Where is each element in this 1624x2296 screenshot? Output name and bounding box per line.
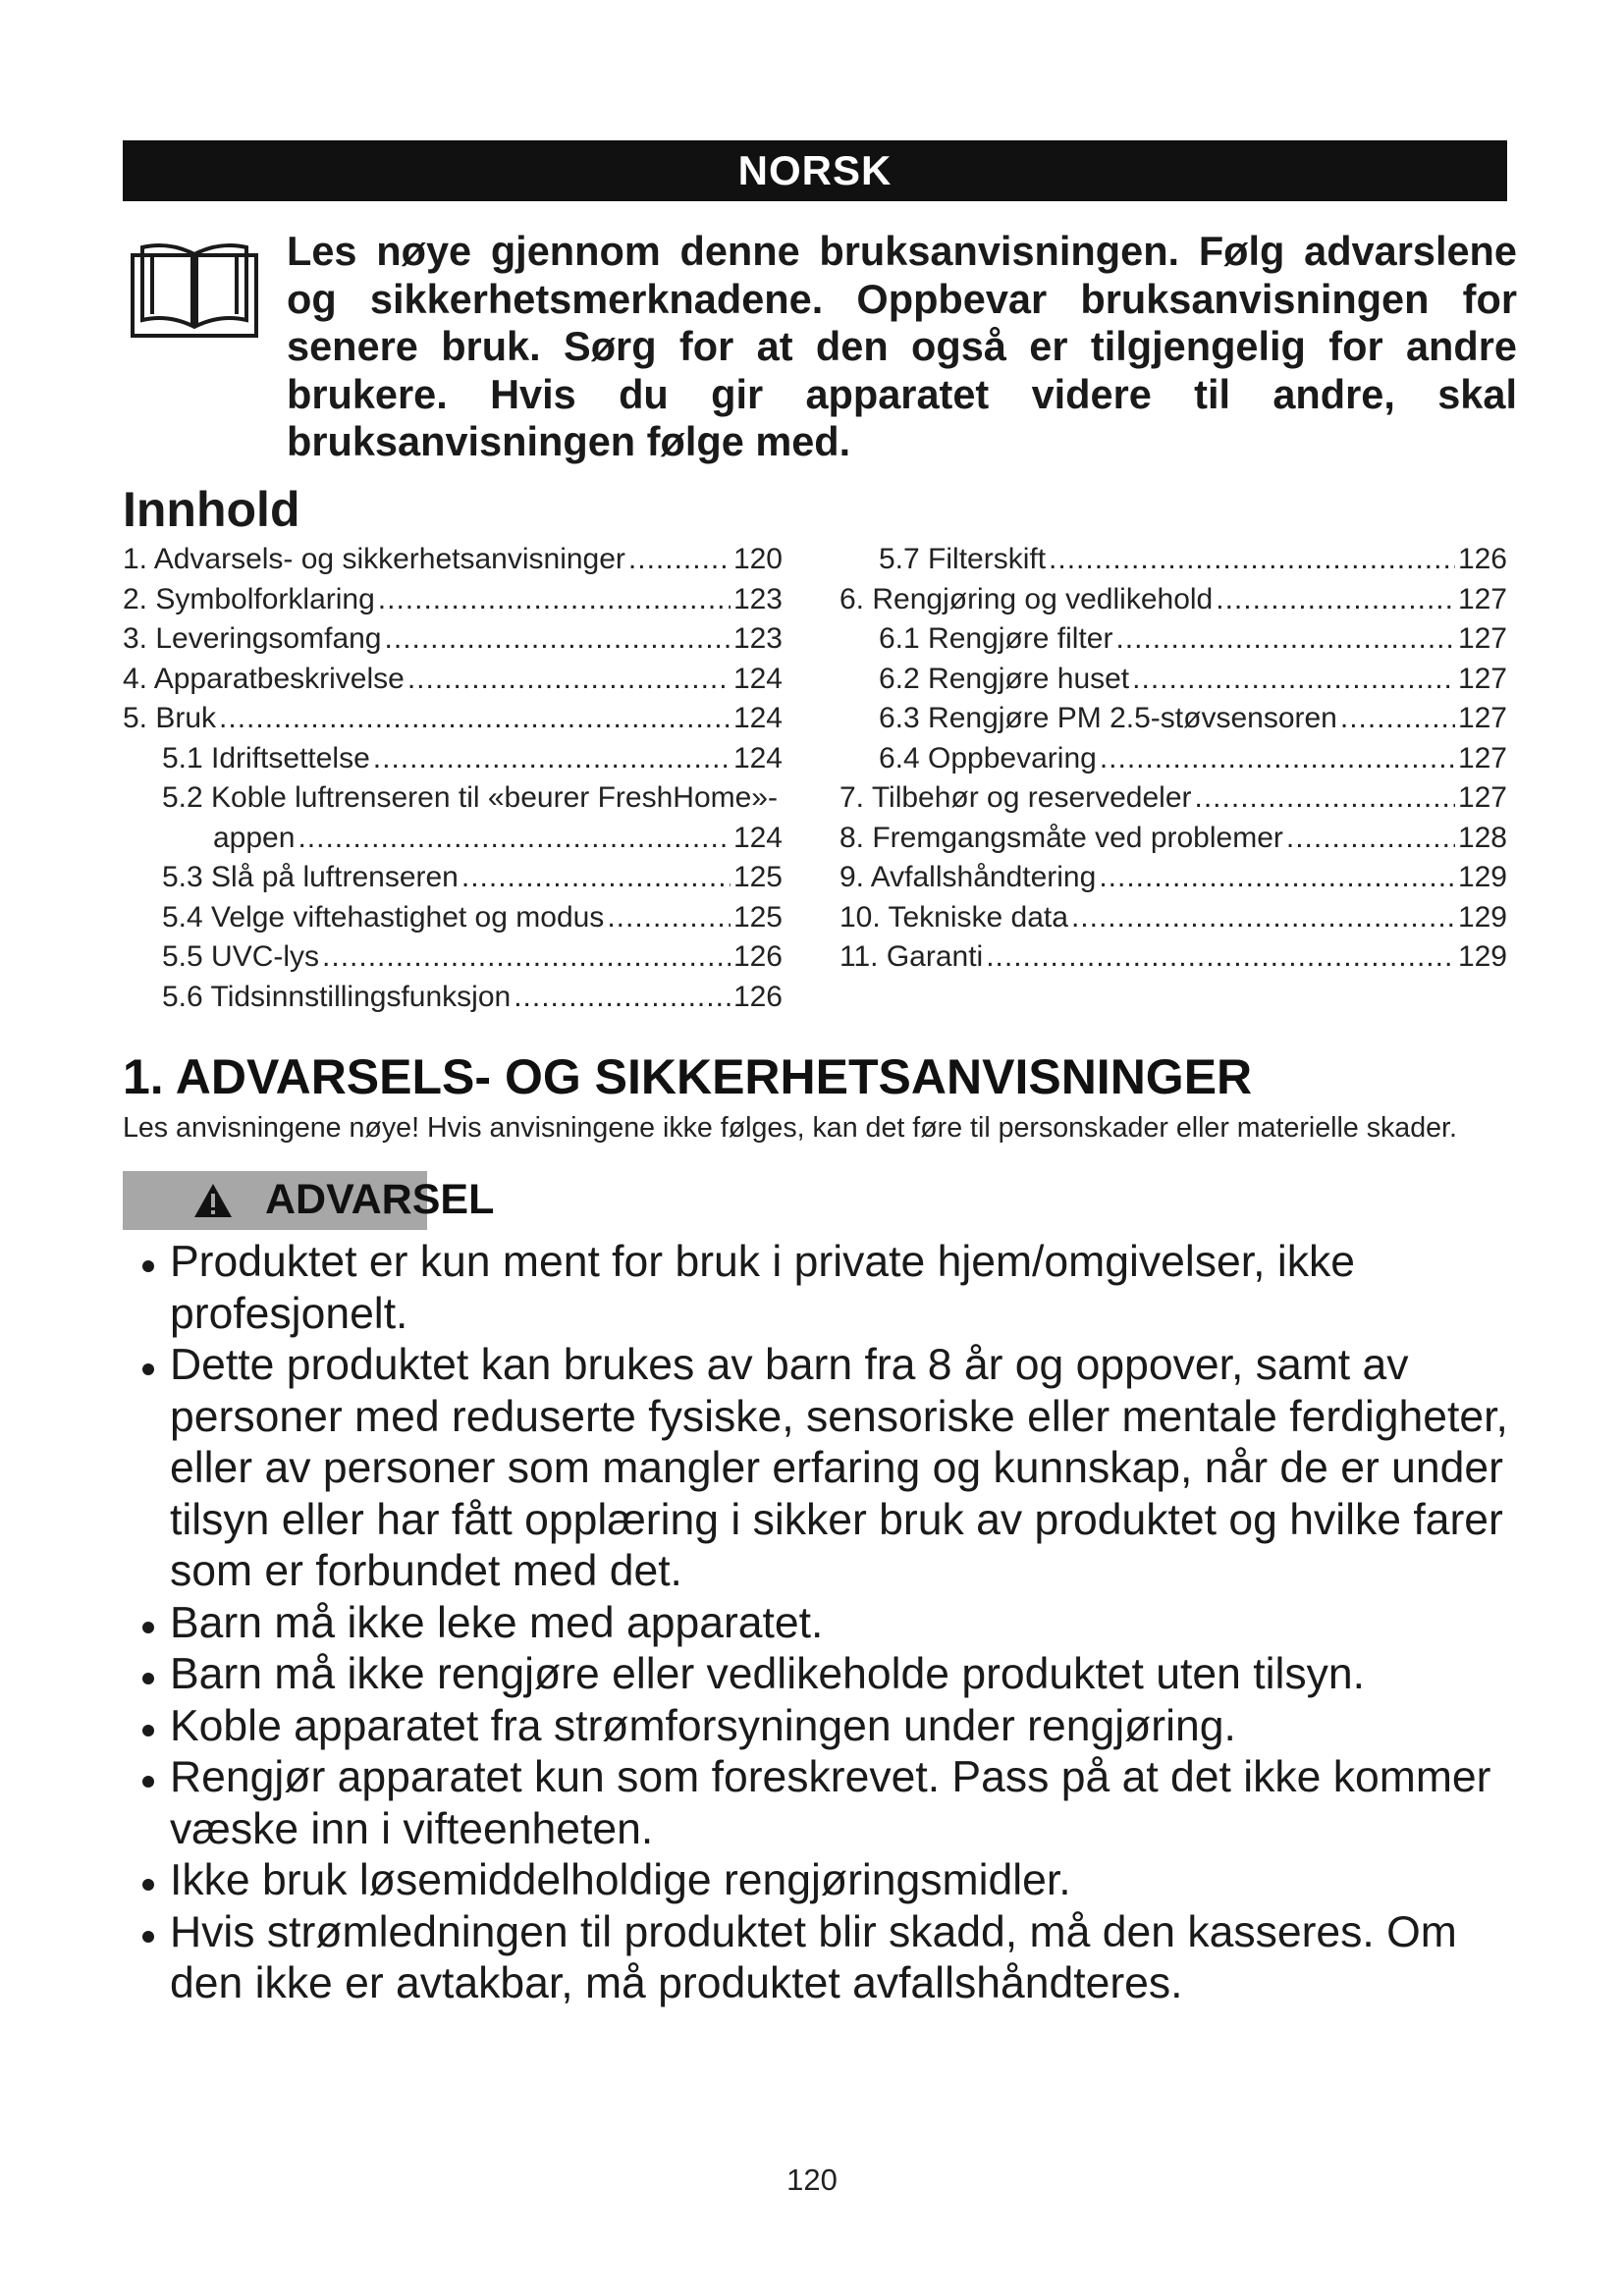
warning-triangle-icon <box>193 1183 233 1218</box>
toc-entry[interactable]: 6. Rengjøring og vedlikehold ..... 127 <box>839 580 1507 620</box>
warning-label: ADVARSEL <box>265 1176 495 1223</box>
toc-entry[interactable]: 9. Avfallshåndtering ..... 129 <box>839 858 1507 898</box>
list-item: Barn må ikke leke med apparatet. <box>142 1598 1517 1650</box>
toc-entry[interactable]: 6.2 Rengjøre huset ..... 127 <box>839 660 1507 700</box>
list-item: Dette produktet kan brukes av barn fra 8 år og oppover, samt av personer med reduserte fysiske, sensoriske eller mentale ferdigheter, eller av personer som mangler erfaring og kunnskap, når de er under tilsyn eller har fått opplæring i sikker bruk av produktet og hvilke farer som er forbundet med det. <box>142 1340 1517 1598</box>
list-item: Rengjør apparatet kun som foreskrevet. Pass på at det ikke kommer væske inn i vifteenheten. <box>142 1752 1517 1855</box>
language-header <box>123 140 1507 201</box>
toc-entry[interactable]: 4. Apparatbeskrivelse ..... 124 <box>123 660 783 700</box>
list-item: Ikke bruk løsemiddelholdige rengjøringsmidler. <box>142 1855 1517 1907</box>
toc-left-column <box>123 540 783 1017</box>
list-item: Produktet er kun ment for bruk i private hjem/omgivelser, ikke profesjonelt. <box>142 1237 1517 1340</box>
toc-entry[interactable]: 6.1 Rengjøre filter ..... 127 <box>839 619 1507 660</box>
toc-entry[interactable]: 8. Fremgangsmåte ved problemer ..... 128 <box>839 819 1507 859</box>
warning-list <box>142 1237 1517 2010</box>
book-icon <box>131 236 258 338</box>
language-label: NORSK <box>737 147 893 193</box>
toc-entry[interactable]: 5.5 UVC-lys ..... 126 <box>123 937 783 978</box>
toc-entry[interactable]: 5.6 Tidsinnstillingsfunksjon ..... 126 <box>123 978 783 1018</box>
toc-entry[interactable]: 10. Tekniske data ..... 129 <box>839 898 1507 938</box>
toc-entry[interactable]: 11. Garanti ..... 129 <box>839 937 1507 978</box>
warning-heading <box>193 1176 494 1224</box>
toc-entry[interactable]: 5.4 Velge viftehastighet og modus ..... 125 <box>123 898 783 938</box>
list-item: Hvis strømledningen til produktet blir skadd, må den kasseres. Om den ikke er avtakbar, må produktet avfallshåndteres. <box>142 1907 1517 2010</box>
toc-entry[interactable]: 5.1 Idriftsettelse ..... 124 <box>123 739 783 779</box>
toc-right-column <box>839 540 1507 978</box>
toc-entry[interactable]: 5.3 Slå på luftrenseren ..... 125 <box>123 858 783 898</box>
section-title: 1. ADVARSELS- OG SIKKERHETSANVISNINGER <box>123 1049 1253 1104</box>
section-subtitle: Les anvisningene nøye! Hvis anvisningene ikke følges, kan det føre til personskader eller materielle skader. <box>123 1112 1457 1144</box>
list-item: Koble apparatet fra strømforsyningen under rengjøring. <box>142 1701 1517 1753</box>
toc-entry[interactable]: 1. Advarsels- og sikkerhetsanvisninger ..... 120 <box>123 540 783 580</box>
toc-entry[interactable]: 6.3 Rengjøre PM 2.5-støvsensoren ..... 127 <box>839 699 1507 739</box>
toc-entry[interactable]: appen ..... 124 <box>123 819 783 859</box>
page-number: 120 <box>786 2163 838 2197</box>
toc-title: Innhold <box>123 482 300 537</box>
toc-entry[interactable]: 5.7 Filterskift ..... 126 <box>839 540 1507 580</box>
toc-entry[interactable]: 3. Leveringsomfang ..... 123 <box>123 619 783 660</box>
toc-entry[interactable]: 5. Bruk ..... 124 <box>123 699 783 739</box>
toc-entry[interactable]: 6.4 Oppbevaring ..... 127 <box>839 739 1507 779</box>
toc-entry[interactable]: 7. Tilbehør og reservedeler ..... 127 <box>839 778 1507 819</box>
list-item: Barn må ikke rengjøre eller vedlikeholde produktet uten tilsyn. <box>142 1649 1517 1701</box>
toc-entry[interactable]: 5.2 Koble luftrenseren til «beurer FreshHome»- <box>162 781 778 814</box>
intro-notice: Les nøye gjennom denne bruksanvisningen. Følg advarslene og sikkerhetsmerknadene. Oppbevar bruksanvisningen for senere bruk. Sørg for at den også er tilgjengelig for andre brukere. Hvis du gir apparatet videre til andre, skal bruksanvisningen følge med. <box>287 228 1517 464</box>
toc-entry[interactable]: 2. Symbolforklaring ..... 123 <box>123 580 783 620</box>
